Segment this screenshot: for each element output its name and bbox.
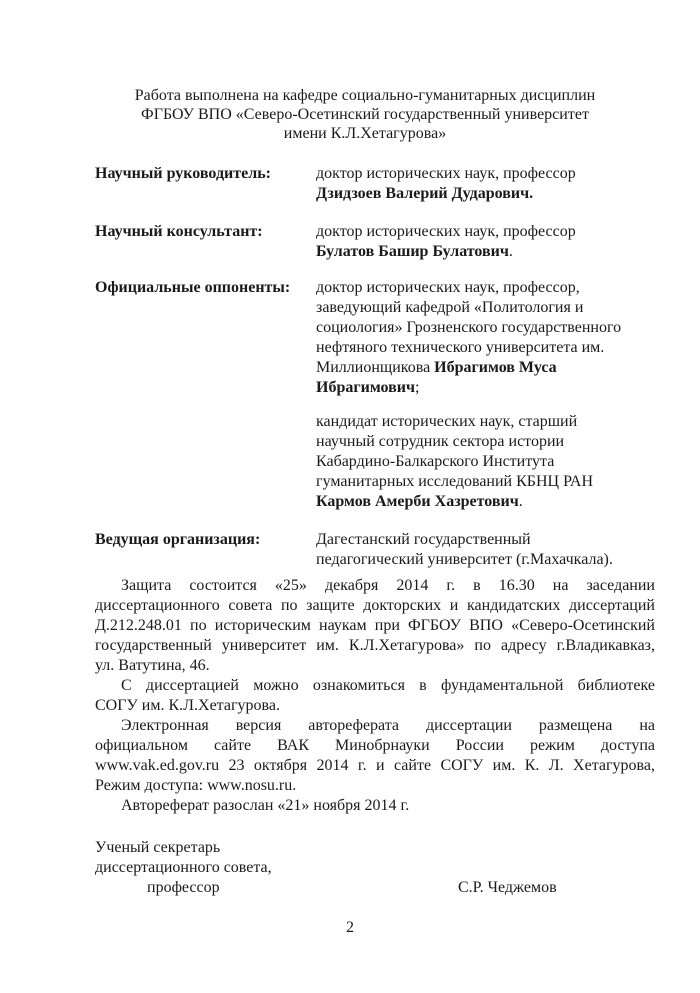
leading-org-line-1: Дагестанский государственный — [316, 531, 531, 548]
defense-line-3: Д.212.248.01 по историческим наукам при ФГБОУ ВПО «Северо-Осетинский — [95, 617, 655, 634]
leading-org-line-2: педагогический университет (г.Махачкала). — [316, 551, 613, 568]
defense-line-2: диссертационного совета по защите докторских и кандидатских диссертаций — [95, 597, 655, 614]
signature-line-1: Ученый секретарь — [95, 839, 221, 856]
consultant-value — [316, 222, 656, 262]
library-line-1: С диссертацией можно ознакомиться в фундаментальной библиотеке — [121, 677, 655, 694]
library-line-2: СОГУ им. К.Л.Хетагурова. — [95, 697, 280, 714]
opponent-2-line-4: гуманитарных исследований КБНЦ РАН — [316, 473, 594, 490]
consultant-name-suffix: . — [508, 243, 513, 260]
opponent-1-name-part-2: Ибрагимович — [316, 379, 415, 396]
opponent-1-line-6 — [316, 378, 656, 398]
consultant-name: Булатов Башир Булатович — [316, 243, 509, 260]
opponent-1 — [316, 278, 656, 398]
header-block — [95, 86, 635, 143]
opponent-1-line-3: социология» Грозненского государственного — [316, 319, 622, 336]
consultant-title: доктор исторических наук, профессор — [316, 223, 576, 240]
signature-line-2: диссертационного совета, — [95, 859, 272, 876]
supervisor-value — [316, 164, 656, 204]
opponent-1-line-5 — [316, 358, 656, 378]
defense-line-5: ул. Ватутина, 46. — [95, 657, 210, 674]
opponent-1-line-2: заведующий кафедрой «Политология и — [316, 299, 584, 316]
opponent-1-line-1: доктор исторических наук, профессор, — [316, 279, 580, 296]
leading-org-value — [316, 530, 656, 570]
opponent-1-line-4: нефтяного технического университета им. — [316, 339, 605, 356]
electronic-line-4: Режим доступа: www.nosu.ru. — [95, 777, 297, 794]
electronic-line-3: www.vak.ed.gov.ru 23 октября 2014 г. и сайте СОГУ им. К. Л. Хетагурова, — [95, 757, 655, 774]
sent-line: Автореферат разослан «21» ноября 2014 г. — [121, 797, 410, 814]
opponent-2-name: Кармов Амерби Хазретович — [316, 493, 519, 510]
consultant-label: Научный консультант: — [95, 223, 263, 240]
header-line-1: Работа выполнена на кафедре социально-гуманитарных дисциплин — [134, 87, 596, 104]
leading-org-label: Ведущая организация: — [95, 531, 261, 548]
electronic-line-2: официальном сайте ВАК Минобрнауки России режим доступа — [95, 737, 655, 754]
consultant-name-line — [316, 242, 656, 262]
opponent-1-name-part-1: Ибрагимов Муса — [434, 359, 557, 376]
opponent-2 — [316, 412, 656, 512]
defense-line-4: государственный университет им. К.Л.Хетагурова» по адресу г.Владикавказ, — [95, 637, 655, 654]
opponent-1-suffix: ; — [415, 379, 420, 396]
opponents-label: Официальные оппоненты: — [95, 279, 291, 296]
signature-line-3: профессор — [147, 879, 220, 896]
supervisor-title: доктор исторических наук, профессор — [316, 165, 576, 182]
signature-name: С.Р. Чеджемов — [458, 879, 557, 896]
signature-block — [95, 838, 272, 898]
opponent-2-line-1: кандидат исторических наук, старший — [316, 413, 578, 430]
opponent-1-line-5-plain: Миллионщикова — [316, 359, 435, 376]
header-line-3: имени К.Л.Хетагурова» — [283, 125, 447, 142]
body-text — [95, 576, 655, 816]
opponent-2-line-3: Кабардино-Балкарского Института — [316, 453, 555, 470]
opponent-2-suffix: . — [518, 493, 523, 510]
opponent-2-line-2: научный сотрудник сектора истории — [316, 433, 565, 450]
supervisor-name: Дзидзоев Валерий Дударович. — [316, 185, 534, 202]
defense-line-1: Защита состоится «25» декабря 2014 г. в 16.30 на заседании — [121, 577, 655, 594]
page-number: 2 — [346, 919, 354, 936]
opponent-2-name-line — [316, 492, 656, 512]
header-line-2: ФГБОУ ВПО «Северо-Осетинский государственный университет — [141, 106, 589, 123]
supervisor-label: Научный руководитель: — [95, 165, 271, 182]
electronic-line-1: Электронная версия автореферата диссертации размещена на — [121, 717, 655, 734]
